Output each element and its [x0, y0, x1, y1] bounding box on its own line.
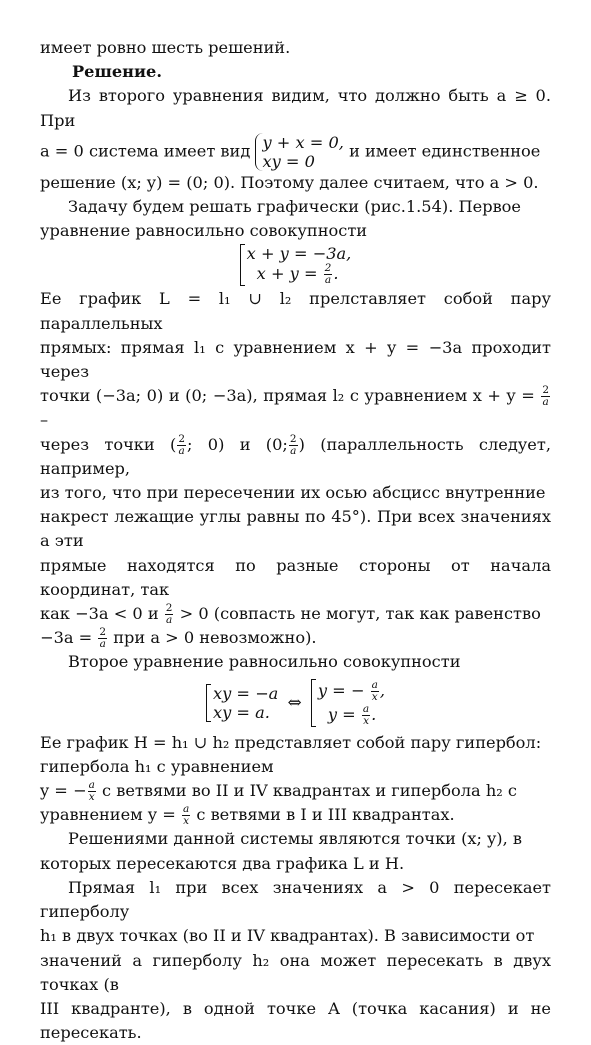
equation-part: , [379, 680, 386, 700]
numerator: 2 [542, 384, 549, 397]
text-line: III квадранте), в одной точке A (точка касания) и не пересекать. [40, 998, 551, 1043]
text-line: Ее график H = h₁ ∪ h₂ представляет собой пару гипербол: [40, 732, 542, 752]
text-line: Задачу будем решать графически (рис.1.54). Первое [68, 197, 522, 217]
fraction [165, 603, 174, 626]
fraction [177, 434, 186, 457]
text-line: Решениями данной системы являются точки (x; y), в [68, 829, 523, 849]
text-line [40, 433, 551, 481]
text-fragment: уравнением y = [40, 805, 176, 825]
numerator: 2 [99, 626, 107, 639]
denominator: a [99, 638, 106, 651]
fraction [88, 780, 96, 803]
text-fragment: при a > 0 невозможно). [113, 628, 317, 648]
text-fragment: ) (параллельность следует, например, [40, 434, 551, 478]
text-line: решение (x; y) = (0; 0). Поэтому далее считаем, что a > 0. [40, 172, 539, 192]
text-fragment: как −3a < 0 и [40, 604, 159, 624]
fraction [541, 385, 550, 408]
numerator: 2 [324, 262, 332, 275]
text-line: уравнение равносильно совокупности [40, 221, 368, 241]
denominator: a [542, 396, 549, 409]
text-fragment: −3a = [40, 628, 93, 648]
text-fragment: a = 0 система имеет вид [40, 141, 251, 161]
text-line: h₁ в двух точках (во II и IV квадрантах). В зависимости от [40, 926, 535, 946]
text-fragment: с ветвями во II и IV квадрантах и гипербола h₂ с [102, 781, 517, 801]
text-line: гипербола h₁ с уравнением [40, 756, 274, 776]
text-line: Второе уравнение равносильно совокупности [68, 652, 461, 672]
text-line [40, 626, 551, 650]
equation-part: x + y = [256, 264, 318, 284]
equation [318, 679, 385, 703]
equation: x + y = −3a, [246, 244, 352, 264]
text-line [40, 133, 551, 171]
equation: xy = −a [212, 683, 279, 703]
text-line [40, 602, 551, 626]
denominator: a [178, 444, 185, 457]
denominator: a [324, 274, 332, 287]
formula-block [40, 244, 551, 286]
text-fragment: точки (−3a; 0) и (0; −3a), прямая l₂ с уравнением x + y = [40, 386, 535, 406]
text-line: которых пересекаются два графика L и H. [40, 853, 405, 873]
text-line: Из второго уравнения видим, что должно быть a ≥ 0. При [40, 86, 551, 130]
formula-block [40, 679, 551, 727]
denominator: x [183, 815, 190, 828]
numerator: a [362, 702, 370, 715]
solution-heading: Решение. [72, 62, 162, 82]
numerator: a [88, 779, 95, 792]
fraction [289, 434, 298, 457]
text-line: прямые находятся по разные стороны от начала координат, так [40, 555, 551, 599]
numerator: a [371, 678, 378, 691]
equation-part: y = − [317, 680, 365, 700]
denominator: x [371, 690, 378, 703]
text-line: прямых: прямая l₁ с уравнением x + y = −3a проходит через [40, 337, 551, 382]
text-fragment: и имеет единственное [349, 141, 541, 161]
numerator: 2 [289, 432, 297, 445]
document-page [40, 36, 551, 1045]
text-fragment: через точки ( [40, 434, 177, 454]
fraction [371, 680, 379, 703]
numerator: 2 [178, 432, 185, 445]
fraction [98, 627, 107, 650]
text-fragment: > 0 (совпасть не могут, так как равенство [179, 604, 541, 624]
text-fragment: y = − [40, 781, 87, 801]
fraction [324, 263, 333, 286]
text-line: накрест лежащие углы равны по 45°). При всех значениях a эти [40, 507, 551, 551]
text-fragment: ; 0) и (0; [187, 434, 288, 454]
equation-set-hyperbolas [206, 684, 278, 722]
text-line: из того, что при пересечении их осью абсцисс внутренние [40, 483, 546, 503]
text-line: значений a гиперболу h₂ она может пересекать в двух точках (в [40, 950, 551, 994]
text-line: Прямая l₁ при всех значениях a > 0 пересекает гиперболу [40, 877, 551, 922]
fraction [182, 804, 190, 827]
numerator: 2 [165, 602, 173, 615]
text-line [40, 384, 551, 432]
equation [318, 703, 385, 727]
denominator: a [166, 614, 173, 627]
text-line [40, 779, 551, 803]
denominator: a [290, 444, 297, 457]
system-equations [255, 133, 343, 171]
equation-part: . [371, 704, 377, 724]
text-line [40, 803, 551, 827]
equation: xy = a. [212, 702, 270, 722]
denominator: x [363, 714, 369, 727]
equation [247, 263, 352, 286]
text-fragment: с ветвями в I и III квадрантах. [196, 805, 455, 825]
equation: xy = 0 [262, 151, 315, 171]
text-line: Ее график L = l₁ ∪ l₂ прелставляет собой пару параллельных [40, 289, 551, 333]
text-fragment: – [40, 410, 49, 430]
equation-set-explicit [311, 679, 385, 727]
fraction [362, 704, 370, 727]
equation-set-lines [240, 244, 352, 286]
equation-part: y = [327, 704, 356, 724]
denominator: x [88, 791, 95, 804]
equation-part: . [333, 264, 339, 284]
equation: y + x = 0, [262, 132, 344, 152]
text-line: имеет ровно шесть решений. [40, 38, 291, 57]
equivalence-arrow: ⇔ [287, 692, 302, 713]
numerator: a [182, 803, 190, 816]
